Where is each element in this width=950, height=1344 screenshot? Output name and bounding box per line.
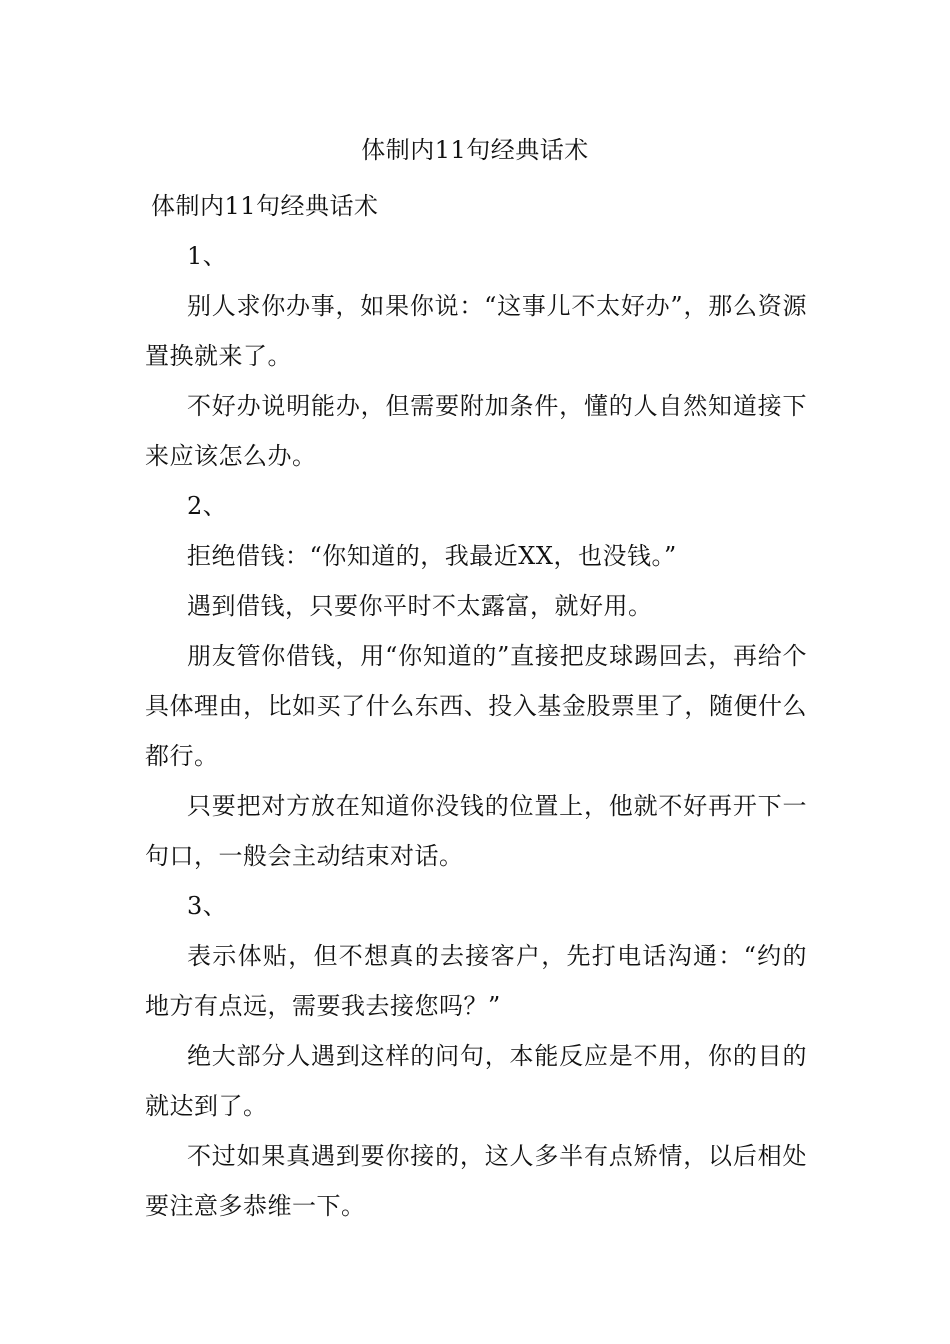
paragraph: 遇到借钱，只要你平时不太露富，就好用。 <box>187 592 653 620</box>
paragraph: 表示体贴，但不想真的去接客户，先打电话沟通：“约的地方有点远，需要我去接您吗？” <box>145 942 807 1020</box>
section-number-1: 1、 <box>187 242 228 270</box>
paragraph: 朋友管你借钱，用“你知道的”直接把皮球踢回去，再给个具体理由，比如买了什么东西、投入基金股票里了，随便什么都行。 <box>145 642 807 770</box>
paragraph: 不好办说明能办，但需要附加条件，懂的人自然知道接下来应该怎么办。 <box>145 392 807 470</box>
section-number-2: 2、 <box>187 492 228 520</box>
document-body <box>145 181 807 1231</box>
document-subtitle: 体制内11句经典话术 <box>151 192 379 220</box>
paragraph: 拒绝借钱：“你知道的，我最近XX，也没钱。” <box>187 542 677 570</box>
section-number-3: 3、 <box>187 892 228 920</box>
paragraph: 绝大部分人遇到这样的问句，本能反应是不用，你的目的就达到了。 <box>145 1042 807 1120</box>
document-title: 体制内11句经典话术 <box>361 136 589 164</box>
paragraph: 别人求你办事，如果你说：“这事儿不太好办”，那么资源置换就来了。 <box>145 292 807 370</box>
paragraph: 只要把对方放在知道你没钱的位置上，他就不好再开下一句口，一般会主动结束对话。 <box>145 792 807 870</box>
paragraph: 不过如果真遇到要你接的，这人多半有点矫情，以后相处要注意多恭维一下。 <box>145 1142 807 1220</box>
